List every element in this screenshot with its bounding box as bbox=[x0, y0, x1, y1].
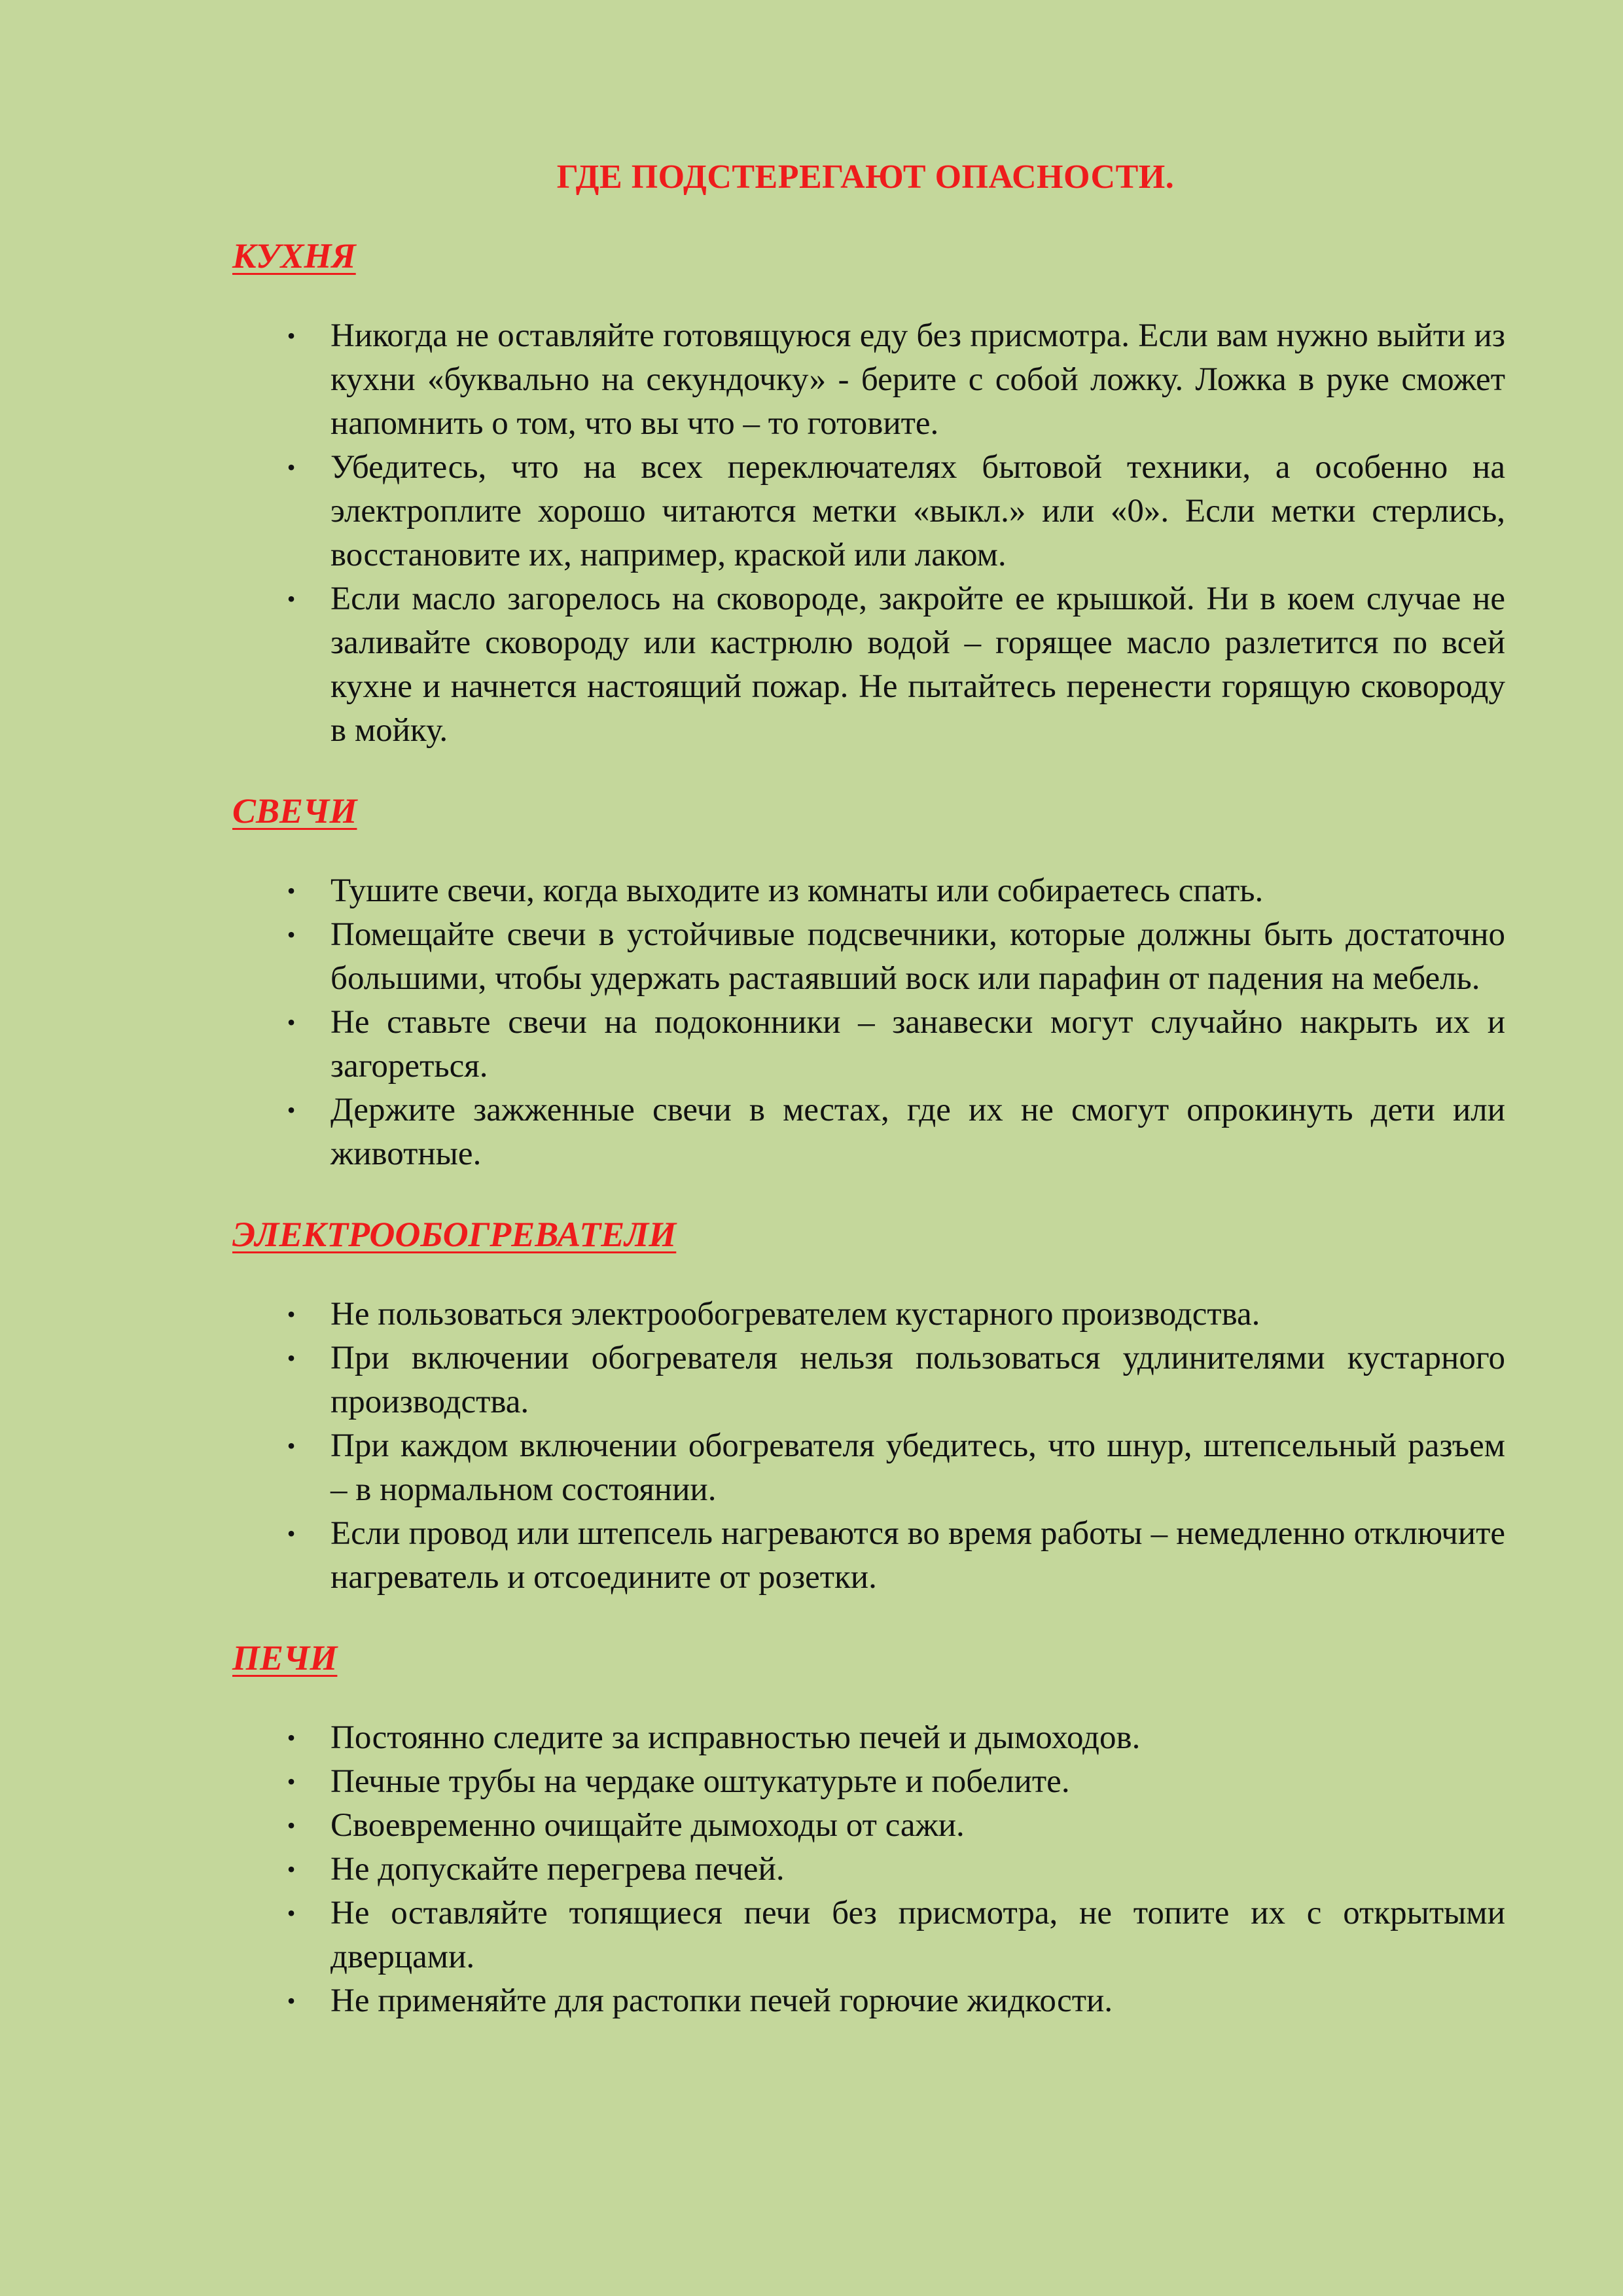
bullet-icon: • bbox=[287, 1345, 296, 1371]
list-item bbox=[287, 1293, 1505, 1336]
list-item bbox=[287, 1892, 1505, 1979]
list-item bbox=[287, 1336, 1505, 1424]
bullet-icon: • bbox=[287, 1856, 296, 1882]
list-item bbox=[287, 1979, 1505, 2023]
list-item bbox=[287, 1716, 1505, 1760]
list-item-text: Своевременно очищайте дымоходы от сажи. bbox=[330, 1807, 965, 1844]
list-item-text: При включении обогревателя нельзя пользоваться удлинителями кустарного производства. bbox=[330, 1340, 1505, 1420]
list-item-text: Если провод или штепсель нагреваются во время работы – немедленно отключите нагреватель и отсоедините от розетки. bbox=[330, 1515, 1505, 1596]
bullet-icon: • bbox=[287, 1009, 296, 1035]
list-item bbox=[287, 1760, 1505, 1804]
section-heading-heaters: ЭЛЕКТРООБОГРЕВАТЕЛИ bbox=[232, 1215, 677, 1254]
list-item-text: Помещайте свечи в устойчивые подсвечники, которые должны быть достаточно большими, чтобы удержать растаявший воск или парафин от падения на мебель. bbox=[330, 916, 1505, 997]
list-item-text: Не допускайте перегрева печей. bbox=[330, 1851, 785, 1888]
list-item-text: Не пользоваться электрообогревателем кустарного производства. bbox=[330, 1296, 1260, 1333]
bullet-icon: • bbox=[287, 1900, 296, 1926]
list-item-text: Постоянно следите за исправностью печей и дымоходов. bbox=[330, 1719, 1141, 1756]
list-item-text: Не ставьте свечи на подоконники – занавески могут случайно накрыть их и загореться. bbox=[330, 1004, 1505, 1085]
list-item-text: Не применяйте для растопки печей горючие жидкости. bbox=[330, 1982, 1113, 2019]
list-item-text: Тушите свечи, когда выходите из комнаты или собираетесь спать. bbox=[330, 872, 1264, 909]
section-heading-candles: СВЕЧИ bbox=[232, 791, 357, 831]
list-item bbox=[287, 446, 1505, 577]
list-kitchen bbox=[232, 314, 1505, 753]
list-item bbox=[287, 314, 1505, 446]
list-item bbox=[287, 1512, 1505, 1600]
list-item-text: Никогда не оставляйте готовящуюся еду без присмотра. Если вам нужно выйти из кухни «буквально на секундочку» - берите с собой ложку. Ложка в руке сможет напомнить о том, что вы что – то готовите. bbox=[330, 317, 1505, 442]
list-item bbox=[287, 1848, 1505, 1892]
list-item bbox=[287, 913, 1505, 1001]
section-heaters bbox=[232, 1211, 1505, 1600]
list-item bbox=[287, 1088, 1505, 1176]
list-item bbox=[287, 1804, 1505, 1848]
bullet-icon: • bbox=[287, 1301, 296, 1327]
list-item-text: Убедитесь, что на всех переключателях бытовой техники, а особенно на электроплите хорошо читаются метки «выкл.» или «0». Если метки стерлись, восстановите их, например, краской или лаком. bbox=[330, 449, 1505, 573]
section-heading-kitchen: КУХНЯ bbox=[232, 236, 356, 276]
list-item-text: Печные трубы на чердаке оштукатурьте и побелите. bbox=[330, 1763, 1070, 1800]
section-stoves bbox=[232, 1635, 1505, 2023]
section-heading-stoves: ПЕЧИ bbox=[232, 1638, 338, 1677]
bullet-icon: • bbox=[287, 323, 296, 349]
list-item-text: Если масло загорелось на сковороде, закройте ее крышкой. Ни в коем случае не заливайте сковороду или кастрюлю водой – горящее масло разлетится по всей кухне и начнется настоящий пожар. Не пытайтесь перенести горящую сковороду в мойку. bbox=[330, 581, 1505, 749]
list-heaters bbox=[232, 1293, 1505, 1600]
list-item-text: Держите зажженные свечи в местах, где их не смогут опрокинуть дети или животные. bbox=[330, 1092, 1505, 1172]
bullet-icon: • bbox=[287, 1520, 296, 1547]
bullet-icon: • bbox=[287, 454, 296, 480]
list-item-text: Не оставляйте топящиеся печи без присмотра, не топите их с открытыми дверцами. bbox=[330, 1895, 1505, 1975]
list-item-text: При каждом включении обогревателя убедитесь, что шнур, штепсельный разъем – в нормальном состоянии. bbox=[330, 1427, 1505, 1508]
bullet-icon: • bbox=[287, 1097, 296, 1123]
section-kitchen bbox=[232, 233, 1505, 753]
list-item bbox=[287, 869, 1505, 913]
bullet-icon: • bbox=[287, 1433, 296, 1459]
section-candles bbox=[232, 788, 1505, 1176]
document-title: ГДЕ ПОДСТЕРЕГАЮТ ОПАСНОСТИ. bbox=[556, 158, 1175, 196]
bullet-icon: • bbox=[287, 586, 296, 612]
bullet-icon: • bbox=[287, 1725, 296, 1751]
list-item bbox=[287, 1001, 1505, 1088]
bullet-icon: • bbox=[287, 878, 296, 904]
bullet-icon: • bbox=[287, 922, 296, 948]
list-item bbox=[287, 1424, 1505, 1512]
list-candles bbox=[232, 869, 1505, 1176]
list-item bbox=[287, 577, 1505, 753]
bullet-icon: • bbox=[287, 1812, 296, 1839]
list-stoves bbox=[232, 1716, 1505, 2023]
bullet-icon: • bbox=[287, 1768, 296, 1795]
bullet-icon: • bbox=[287, 1988, 296, 2014]
